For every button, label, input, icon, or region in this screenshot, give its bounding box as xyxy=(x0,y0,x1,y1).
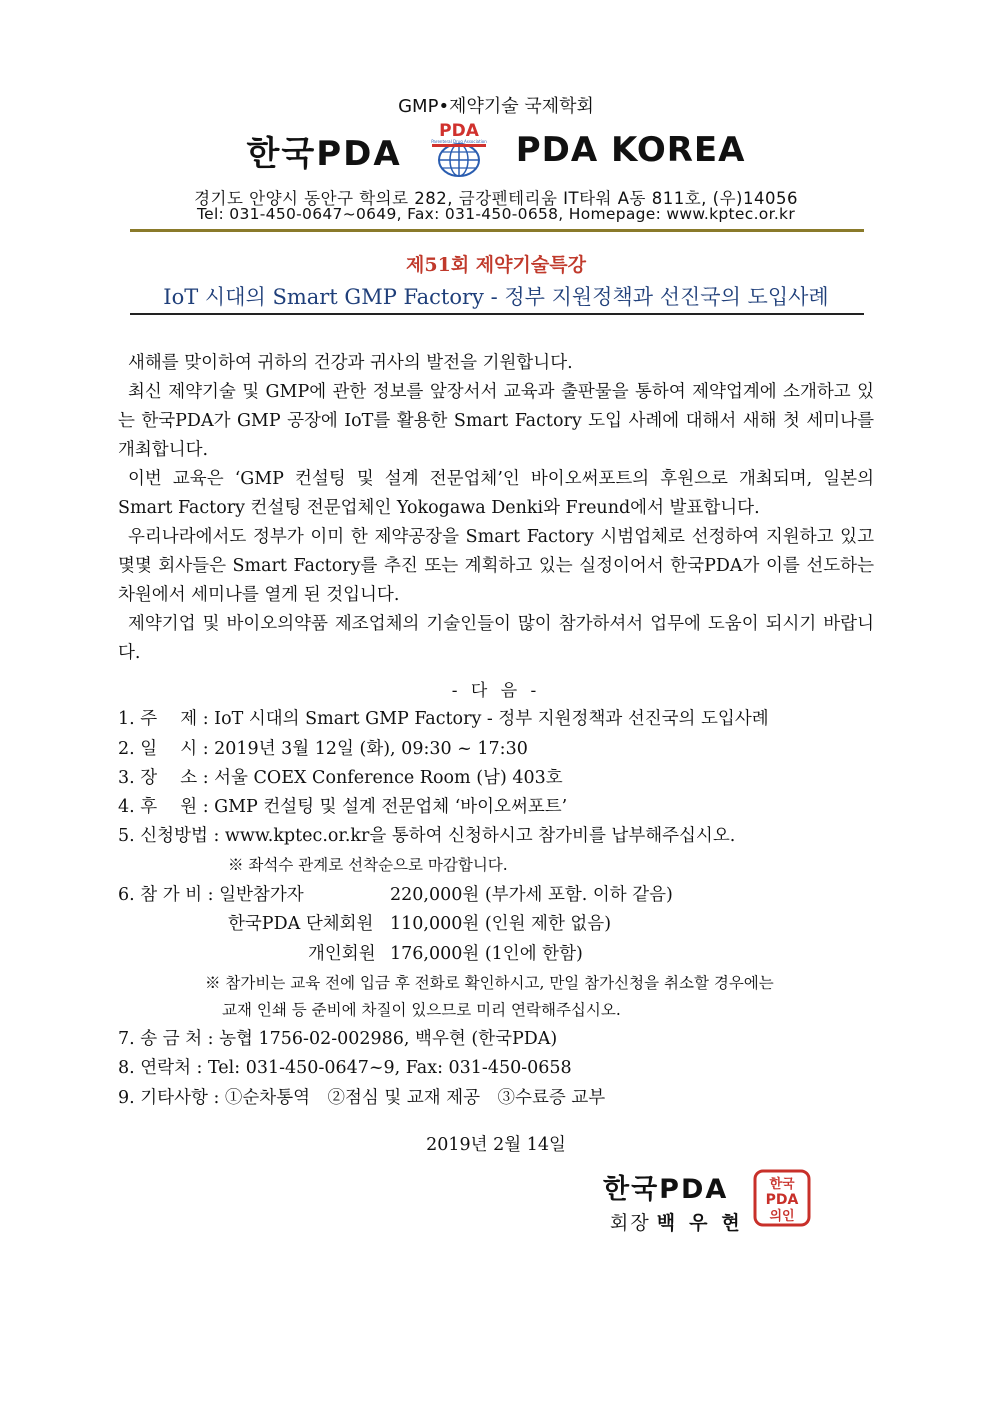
signature-org: 한국PDA xyxy=(603,1174,729,1205)
signature-president xyxy=(610,1208,754,1235)
detail-misc: 9. 기타사항 : ①순차통역 ②점심 및 교재 제공 ③수료증 교부 xyxy=(118,1088,606,1108)
detail-sponsor: 4. 후 원 : GMP 컨설팅 및 설계 전문업체 ‘바이오써포트’ xyxy=(118,797,568,817)
fee-note-continued: 교재 인쇄 등 준비에 차질이 있으므로 미리 연락해주십시오. xyxy=(222,1001,621,1019)
header-divider xyxy=(130,229,864,232)
event-title: IoT 시대의 Smart GMP Factory - 정부 지원정책과 선진국의 도입사례 xyxy=(163,285,829,309)
logo-text: PDA xyxy=(438,121,479,141)
pda-globe-logo xyxy=(424,120,494,180)
fee-individual-label: 개인회원 xyxy=(308,944,376,964)
intro-paragraph: 제약기업 및 바이오의약품 제조업체의 기술인들이 많이 참가하셔서 업무에 도움이 되시기 바랍니다. xyxy=(118,614,874,663)
fee-individual-amount: 176,000원 (1인에 한함) xyxy=(390,944,583,964)
svg-text:의인: 의인 xyxy=(769,1209,795,1224)
intro-body xyxy=(118,349,874,668)
org-contact: Tel: 031-450-0647~0649, Fax: 031-450-0658, Homepage: www.kptec.or.kr xyxy=(196,205,796,223)
svg-text:한국: 한국 xyxy=(769,1177,795,1192)
org-banner xyxy=(0,120,992,180)
detail-contact: 8. 연락처 : Tel: 031-450-0647~9, Fax: 031-450-0658 xyxy=(118,1058,572,1078)
detail-topic: 1. 주 제 : IoT 시대의 Smart GMP Factory - 정부 지원정책과 선진국의 도입사례 xyxy=(118,709,769,729)
official-seal-stamp xyxy=(752,1168,812,1228)
svg-text:PDA: PDA xyxy=(765,1192,799,1208)
president-title: 회장 xyxy=(610,1212,651,1234)
intro-paragraph: 새해를 맞이하여 귀하의 건강과 귀사의 발전을 기원합니다. xyxy=(128,353,573,373)
intro-paragraph: 최신 제약기술 및 GMP에 관한 정보를 앞장서서 교육과 출판물을 통하여 제약업계에 소개하고 있는 한국PDA가 GMP 공장에 IoT를 활용한 Smart Factory 도입 사례에 대해서 새해 첫 세미나를 개최합니다. xyxy=(118,382,874,460)
org-name-english: PDA KOREA xyxy=(515,130,746,170)
seat-note: ※ 좌석수 관계로 선착순으로 마감합니다. xyxy=(228,856,508,874)
org-subtitle: GMP•제약기술 국제학회 xyxy=(398,96,594,117)
intro-paragraph: 이번 교육은 ‘GMP 컨설팅 및 설계 전문업체’인 바이오써포트의 후원으로 개최되며, 일본의 Smart Factory 컨설팅 전문업체인 Yokogawa Denki와 Freund에서 발표합니다. xyxy=(118,469,874,518)
event-series: 제51회 제약기술특강 xyxy=(406,254,586,276)
detail-datetime: 2. 일 시 : 2019년 3월 12일 (화), 09:30 ~ 17:30 xyxy=(118,739,528,759)
logo-subtext: Parenteral Drug Association xyxy=(430,139,487,144)
president-name: 백우현 xyxy=(656,1212,754,1234)
fee-group-amount: 110,000원 (인원 제한 없음) xyxy=(390,914,612,934)
intro-paragraph: 우리나라에서도 정부가 이미 한 제약공장을 Smart Factory 시범업체로 선정하여 지원하고 있고 몇몇 회사들은 Smart Factory를 추진 또는 계획하고 있는 실정이어서 한국PDA가 이를 선도하는 차원에서 세미나를 열게 된 것입니다. xyxy=(118,527,874,605)
fee-note: ※ 참가비는 교육 전에 입금 후 전화로 확인하시고, 만일 참가신청을 취소할 경우에는 xyxy=(205,974,774,992)
fee-general-amount: 220,000원 (부가세 포함. 이하 같음) xyxy=(390,885,673,905)
fee-group-label: 한국PDA 단체회원 xyxy=(228,914,374,934)
details-heading: - 다 음 - xyxy=(451,681,541,701)
org-address: 경기도 안양시 동안구 학의로 282, 금강펜테리움 IT타워 A동 811호, (우)14056 xyxy=(194,189,798,208)
detail-venue: 3. 장 소 : 서울 COEX Conference Room (남) 403호 xyxy=(118,768,563,788)
detail-registration: 5. 신청방법 : www.kptec.or.kr을 통하여 신청하시고 참가비를 납부해주십시오. xyxy=(118,826,736,846)
issue-date: 2019년 2월 14일 xyxy=(426,1135,566,1155)
title-divider xyxy=(130,313,864,315)
org-name-korean: 한국PDA xyxy=(246,133,402,174)
detail-remittance: 7. 송 금 처 : 농협 1756-02-002986, 백우현 (한국PDA) xyxy=(118,1029,558,1049)
detail-fee: 6. 참 가 비 : 일반참가자 xyxy=(118,885,304,905)
